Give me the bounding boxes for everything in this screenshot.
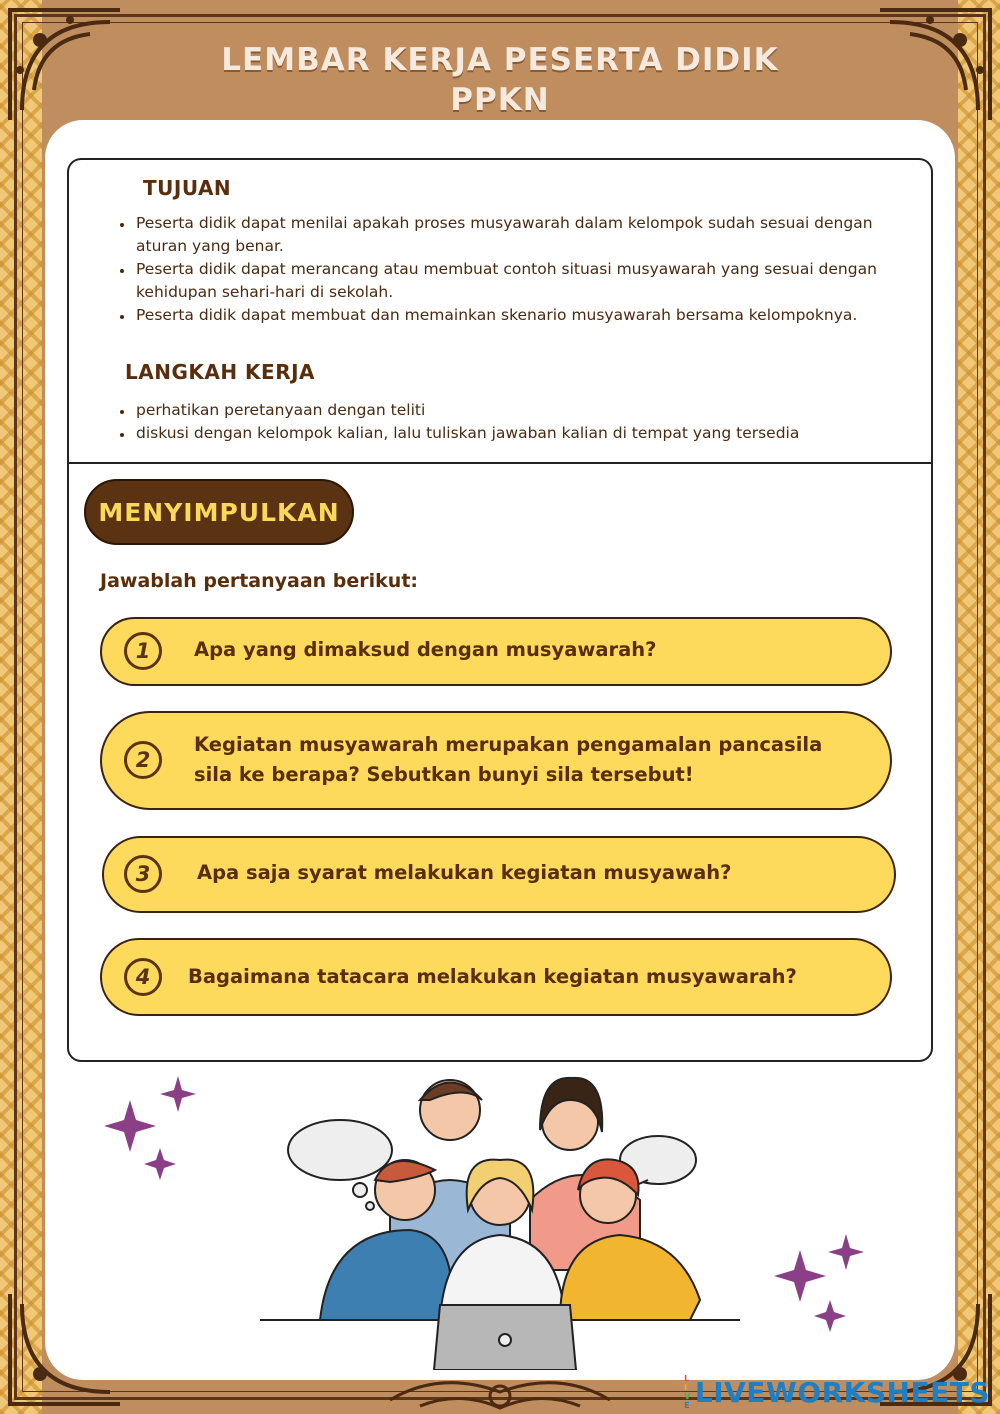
question-item-2[interactable] [100,711,892,810]
sparkle-icon [104,1076,196,1180]
langkah-list [116,399,934,445]
question-item-4[interactable] [100,938,892,1016]
laptop-icon [434,1305,576,1370]
question-text: Kegiatan musyawarah merupakan pengamalan pancasila sila ke berapa? Sebutkan bunyi sila tersebut! [194,733,823,786]
bottom-ornament [380,1370,620,1414]
number-1-icon: 1 [124,632,162,670]
question-text: Bagaimana tatacara melakukan kegiatan musyawarah? [188,965,797,988]
page-title-line2: PPKN [450,82,550,118]
page-title-line1: LEMBAR KERJA PESERTA DIDIK [221,42,779,78]
number-2-icon: 2 [124,741,162,779]
page-title [0,40,1000,120]
menyimpulkan-title: MENYIMPULKAN [84,479,354,545]
langkah-heading: LANGKAH KERJA [125,360,316,384]
question-text: Apa yang dimaksud dengan musyawarah? [194,638,657,661]
group-discussion-illustration [90,1060,910,1370]
list-item: • Peserta didik dapat membuat dan memainkan skenario musyawarah bersama kelompoknya. [134,304,894,327]
right-border-pattern [958,0,1000,1414]
list-item: • perhatikan peretanyaan dengan teliti [134,399,934,422]
liveworksheets-watermark [684,1374,990,1410]
logo-letter: V [684,1392,691,1401]
sparkle-icon [774,1234,864,1332]
watermark-text: LIVEWORKSHEETS [694,1375,990,1409]
list-item: • diskusi dengan kelompok kalian, lalu tuliskan jawaban kalian di tempat yang tersedia [134,422,934,445]
left-border-pattern [0,0,42,1414]
logo-letter: I [684,1383,688,1392]
question-item-1[interactable] [100,617,892,686]
number-4-icon: 4 [124,958,162,996]
tujuan-list [116,212,894,327]
logo-letter: E [684,1401,691,1410]
logo-letter: L [684,1374,690,1383]
number-3-icon: 3 [124,855,162,893]
tujuan-heading: TUJUAN [143,176,232,200]
list-item: • Peserta didik dapat merancang atau membuat contoh situasi musyawarah yang sesuai dengan kehidupan sehari-hari di sekolah. [134,258,894,304]
liveworksheets-logo-icon [684,1374,691,1410]
question-text: Apa saja syarat melakukan kegiatan musyawah? [197,861,732,884]
list-item: • Peserta didik dapat menilai apakah proses musyawarah dalam kelompok sudah sesuai dengan aturan yang benar. [134,212,894,258]
question-item-3[interactable] [102,836,896,913]
question-prompt: Jawablah pertanyaan berikut: [100,570,419,592]
